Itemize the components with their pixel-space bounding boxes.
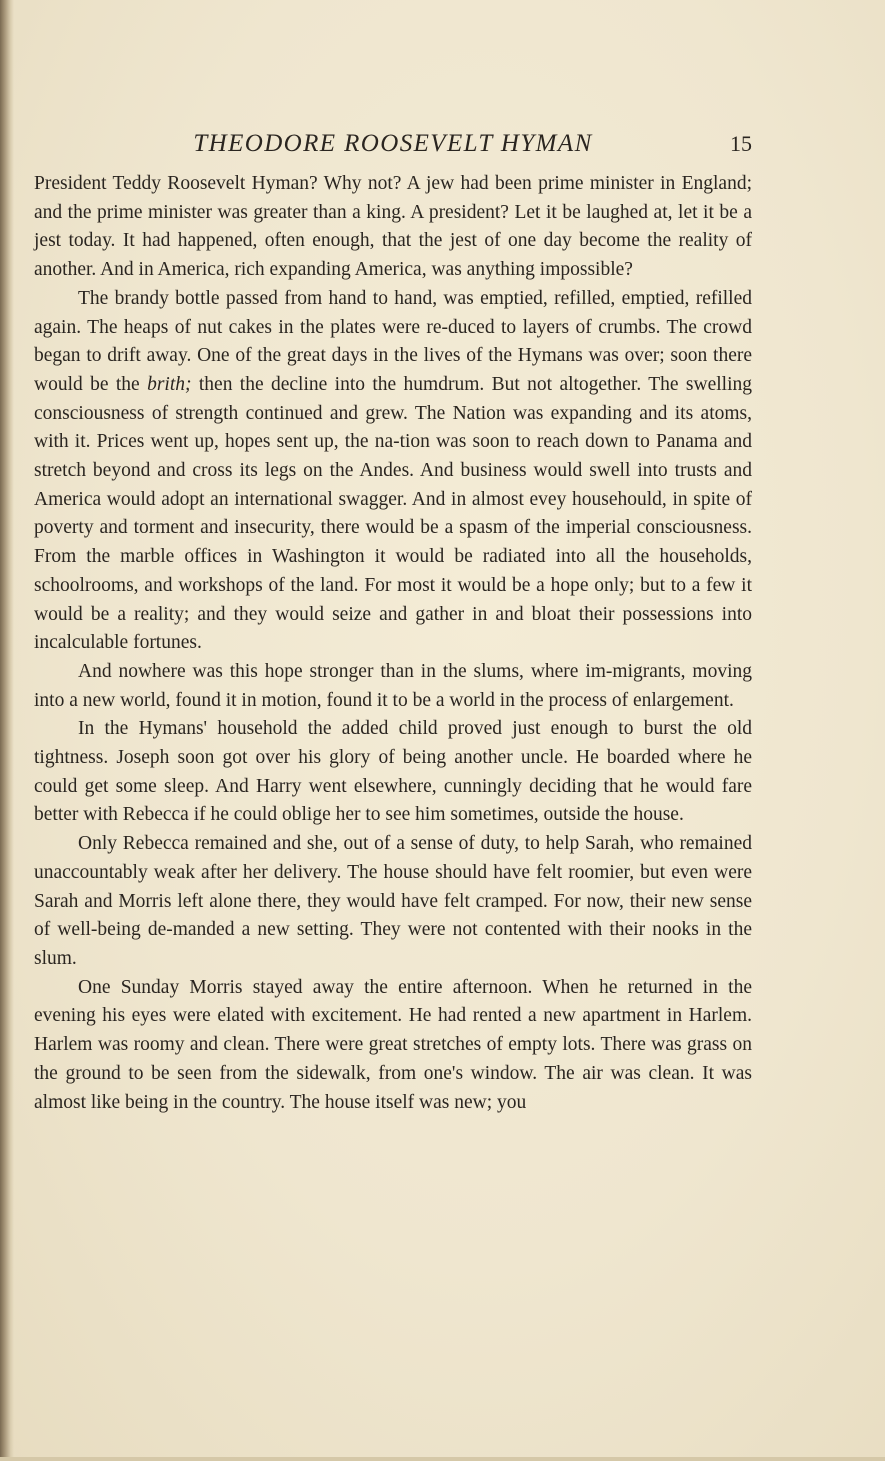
running-title: THEODORE ROOSEVELT HYMAN [193, 130, 593, 157]
paragraph-3: And nowhere was this hope stronger than in the slums, where im-migrants, moving into a new world, found it in motion, found it to be a world in the process of enlargement. [34, 660, 752, 711]
page-bottom-edge [0, 1457, 885, 1461]
paragraph-5: Only Rebecca remained and she, out of a sense of duty, to help Sarah, who remained unaccountably weak after her delivery. The house should have felt roomier, but even were Sarah and Morris left alone there, they would have felt cramped. For now, their new sense of well-being de-manded a new setting. They were not contented with their nooks in the slum. [34, 833, 752, 969]
paragraph-1: President Teddy Roosevelt Hyman? Why not? A jew had been prime minister in England; and the prime minister was greater than a king. A president? Let it be laughed at, let it be a jest today. It had happened, often enough, that the jest of one day become the reality of another. And in America, rich expanding America, was anything impossible? [34, 173, 752, 281]
body-text [34, 170, 752, 1117]
paragraph-2 [34, 285, 752, 658]
running-head [34, 126, 752, 162]
page-number: 15 [730, 131, 752, 156]
binding-shadow [0, 0, 14, 1461]
paragraph-4: In the Hymans' household the added child proved just enough to burst the old tightness. Joseph soon got over his glory of being another uncle. He boarded where he could get some sleep. And Harry went elsewhere, cunningly deciding that he would fare better with Rebecca if he could oblige her to see him sometimes, outside the house. [34, 718, 752, 826]
paragraph-2-part-1: The brandy bottle passed from hand to hand, was emptied, refilled, emptied, refilled again. The heaps of nut cakes in the plates were re-duced to layers of crumbs. The crowd began to drift away. One of the great days in the lives of the Hymans was over; soon there would be the [34, 287, 752, 395]
paragraph-6: One Sunday Morris stayed away the entire afternoon. When he returned in the evening his eyes were elated with excitement. He had rented a new apartment in Harlem. Harlem was roomy and clean. There were great stretches of empty lots. There was grass on the ground to be seen from the sidewalk, from one's window. The air was clean. It was almost like being in the country. The house itself was new; you [34, 976, 752, 1113]
paragraph-2-italic-word: brith; [147, 373, 192, 395]
paragraph-2-part-2: then the decline into the humdrum. But not altogether. The swelling consciousness of strength continued and grew. The Nation was expanding and its atoms, with it. Prices went up, hopes sent up, the na-tion was soon to reach down to Panama and stretch beyond and cross its legs on the Andes. And business would swell into trusts and America would adopt an international swagger. And in almost evey househould, in spite of poverty and torment and insecurity, there would be a spasm of the imperial consciousness. From the marble offices in Washington it would be radiated into all the households, schoolrooms, and workshops of the land. For most it would be a hope only; but to a few it would be a reality; and they would seize and gather in and bloat their possessions into incalculable fortunes. [34, 373, 752, 654]
